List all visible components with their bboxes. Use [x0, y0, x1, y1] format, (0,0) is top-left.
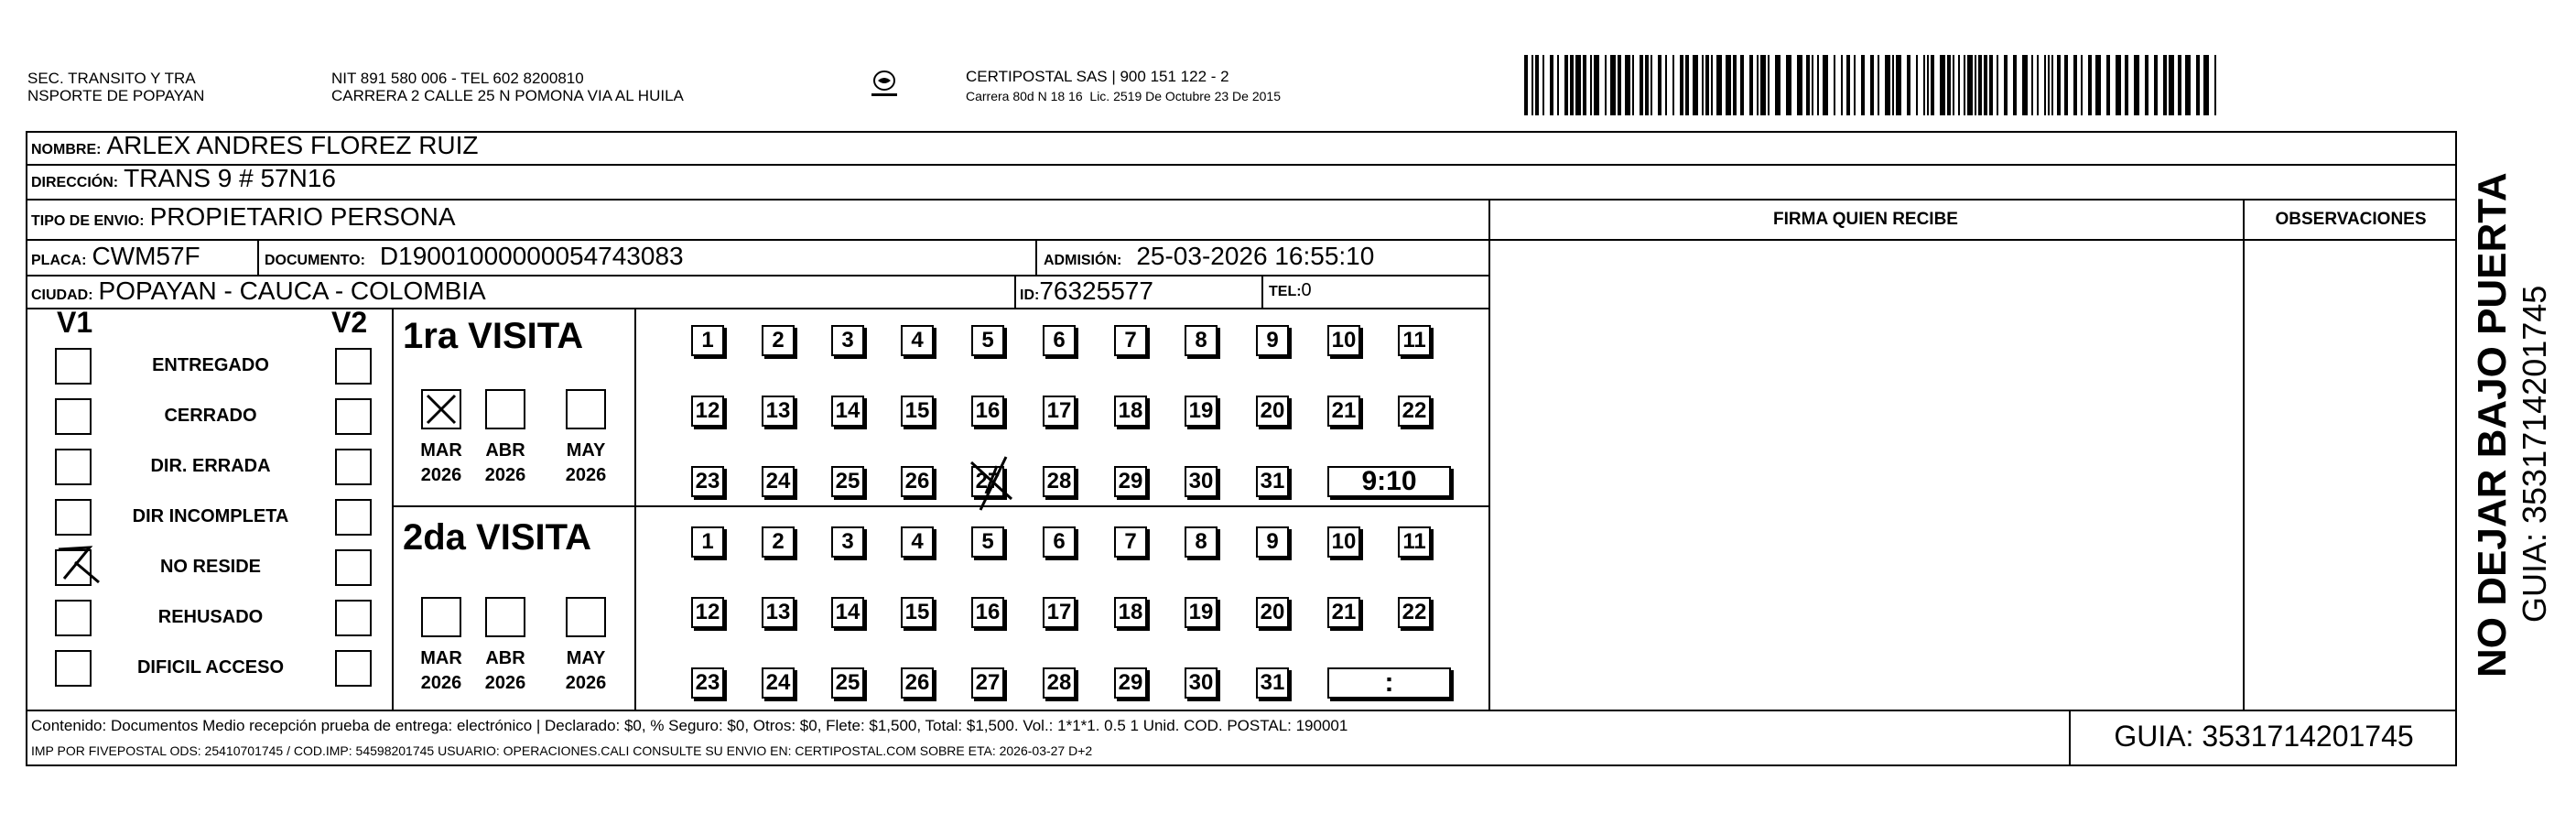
recipient-address: TRANS 9 # 57N16	[124, 164, 336, 192]
barcode-bar	[1916, 55, 1918, 115]
day-box[interactable]: 23	[691, 667, 724, 699]
day-box[interactable]: 4	[901, 526, 934, 558]
id-value: 76325577	[1039, 276, 1153, 305]
barcode-bar	[1557, 55, 1559, 115]
barcode-bar	[1757, 55, 1759, 115]
barcode-bar	[1711, 55, 1713, 115]
nit-line-1: NIT 891 580 006 - TEL 602 8200810	[331, 70, 584, 87]
barcode-bar	[1680, 55, 1683, 115]
barcode-bar	[1658, 55, 1661, 115]
time-box[interactable]: :	[1327, 667, 1451, 699]
day-box[interactable]: 8	[1185, 526, 1218, 558]
admission-label: ADMISIÓN:	[1044, 253, 1122, 268]
nit-line-2: CARRERA 2 CALLE 25 N POMONA VIA AL HUILA	[331, 87, 684, 104]
barcode-bar	[1575, 55, 1581, 115]
day-box[interactable]: 13	[762, 396, 795, 427]
barcode-bar	[1594, 55, 1599, 115]
footer-line-2: IMP POR FIVEPOSTAL ODS: 25410701745 / COD.IMP: 54598201745 USUARIO: OPERACIONES.CALI CONSULTE SU ENVIO EN: CERTIPOSTAL.COM SOBRE ETA: 2026-03-27 D+2	[31, 743, 1093, 758]
barcode-bar	[1590, 55, 1592, 115]
barcode-bar	[1878, 55, 1879, 115]
year-label: 2026	[420, 465, 462, 485]
barcode	[1524, 55, 2229, 120]
barcode-bar	[2214, 55, 2216, 115]
sender-line-1: SEC. TRANSITO Y TRA	[27, 70, 196, 87]
barcode-bar	[2178, 55, 2181, 115]
month-label: MAY	[566, 440, 606, 461]
day-box[interactable]: 26	[901, 667, 934, 699]
day-box[interactable]: 1	[691, 325, 724, 356]
barcode-bar	[2154, 55, 2158, 115]
day-box[interactable]: 14	[831, 597, 864, 628]
v2-checkbox[interactable]	[335, 650, 372, 687]
barcode-bar	[1760, 55, 1766, 115]
day-box[interactable]: 19	[1185, 396, 1218, 427]
day-box[interactable]: 9	[1256, 526, 1289, 558]
barcode-bar	[1854, 55, 1856, 115]
barcode-bar	[2169, 55, 2174, 115]
document-label: DOCUMENTO:	[265, 253, 365, 268]
barcode-bar	[1775, 55, 1780, 115]
barcode-bar	[2116, 55, 2121, 115]
plate-label: PLACA:	[31, 253, 87, 268]
barcode-bar	[1733, 55, 1737, 115]
barcode-bar	[1535, 55, 1539, 115]
month-label: MAR	[420, 648, 462, 668]
barcode-bar	[2013, 55, 2017, 115]
barcode-bar	[2048, 55, 2050, 115]
city-value: POPAYAN - CAUCA - COLOMBIA	[98, 276, 486, 305]
v2-checkbox[interactable]	[335, 449, 372, 485]
month-label: MAY	[566, 648, 606, 668]
month-label: MAR	[420, 440, 462, 461]
year-label: 2026	[565, 673, 607, 693]
day-box[interactable]: 24	[762, 466, 795, 497]
address-label: DIRECCIÓN:	[31, 175, 119, 190]
plate-value: CWM57F	[92, 242, 200, 270]
barcode-bar	[1907, 55, 1910, 115]
month-checkbox[interactable]	[566, 389, 606, 429]
day-box[interactable]: 31	[1256, 667, 1289, 699]
barcode-bar	[1823, 55, 1828, 115]
barcode-bar	[2022, 55, 2028, 115]
day-box[interactable]: 24	[762, 667, 795, 699]
barcode-bar	[1705, 55, 1709, 115]
day-box[interactable]: 15	[901, 597, 934, 628]
day-box[interactable]: 27	[971, 466, 1004, 497]
day-box[interactable]: 26	[901, 466, 934, 497]
barcode-bar	[1841, 55, 1843, 115]
barcode-bar	[1564, 55, 1568, 115]
barcode-bar	[1885, 55, 1890, 115]
day-box[interactable]: 16	[971, 396, 1004, 427]
year-label: 2026	[484, 465, 526, 485]
barcode-bar	[1975, 55, 1976, 115]
barcode-bar	[2081, 55, 2083, 115]
day-box[interactable]: 14	[831, 396, 864, 427]
barcode-bar	[1964, 55, 1965, 115]
barcode-bar	[2044, 55, 2046, 115]
barcode-bar	[1716, 55, 1722, 115]
barcode-bar	[2163, 55, 2167, 115]
footer-line-1: Contenido: Documentos Medio recepción prueba de entrega: electrónico | Declarado: $0, % Seguro: $0, Otros: $0, Flete: $1,500, Total: $1,500. Vol.: 1*1*1. 0.5 1 Unid. COD. POSTAL: 190001	[31, 717, 1348, 734]
barcode-bar	[1665, 55, 1667, 115]
day-box[interactable]: 30	[1185, 667, 1218, 699]
visit2-title: 2da VISITA	[403, 517, 591, 558]
barcode-bar	[2185, 55, 2191, 115]
v1-header: V1	[57, 306, 93, 339]
day-box[interactable]: 8	[1185, 325, 1218, 356]
tel-value: 0	[1301, 280, 1312, 300]
barcode-bar	[1570, 55, 1574, 115]
company-line-1: CERTIPOSTAL SAS | 900 151 122 - 2	[966, 68, 1229, 85]
document-value: D19001000000054743083	[379, 242, 684, 270]
month-checkbox[interactable]	[421, 389, 461, 429]
day-box[interactable]: 16	[971, 597, 1004, 628]
barcode-bar	[2203, 55, 2209, 115]
barcode-bar	[2073, 55, 2077, 115]
barcode-bar	[1797, 55, 1802, 115]
barcode-bar	[1978, 55, 1982, 115]
time-box[interactable]: 9:10	[1327, 466, 1451, 497]
company-line-2: Carrera 80d N 18 16 Lic. 2519 De Octubre 23 De 2015	[966, 89, 1281, 103]
shipment-type: PROPIETARIO PERSONA	[149, 202, 456, 231]
barcode-bar	[2125, 55, 2128, 115]
day-box[interactable]: 10	[1327, 526, 1360, 558]
day-box[interactable]: 20	[1256, 396, 1289, 427]
month-label: ABR	[485, 648, 525, 668]
v2-checkbox[interactable]	[335, 549, 372, 586]
checklist-option-label: DIR. ERRADA	[150, 456, 271, 476]
barcode-bar	[1605, 55, 1607, 115]
barcode-bar	[2037, 55, 2039, 115]
barcode-bar	[1834, 55, 1835, 115]
barcode-bar	[1651, 55, 1652, 115]
barcode-bar	[1672, 55, 1674, 115]
v1-checkbox[interactable]	[55, 348, 92, 385]
barcode-bar	[2004, 55, 2008, 115]
year-label: 2026	[484, 673, 526, 693]
barcode-bar	[2057, 55, 2061, 115]
checklist-option-label: REHUSADO	[157, 607, 264, 627]
day-box[interactable]: 28	[1043, 466, 1076, 497]
day-box[interactable]: 1	[691, 526, 724, 558]
barcode-bar	[1726, 55, 1731, 115]
barcode-bar	[1640, 55, 1643, 115]
day-box[interactable]: 18	[1114, 597, 1147, 628]
barcode-bar	[2051, 55, 2053, 115]
side-guia: GUIA: 3531714201745	[2516, 285, 2553, 623]
barcode-bar	[1768, 55, 1770, 115]
type-label: TIPO DE ENVIO:	[31, 213, 145, 229]
day-box[interactable]: 2	[762, 325, 795, 356]
month-checkbox[interactable]	[421, 597, 461, 637]
tel-label: TEL:	[1269, 284, 1302, 299]
checklist-option-label: DIFICIL ACCESO	[136, 657, 284, 678]
barcode-bar	[1702, 55, 1704, 115]
year-label: 2026	[565, 465, 607, 485]
barcode-bar	[1989, 55, 1993, 115]
day-box[interactable]: 29	[1114, 466, 1147, 497]
day-box[interactable]: 28	[1043, 667, 1076, 699]
v2-checkbox[interactable]	[335, 398, 372, 435]
day-box[interactable]: 15	[901, 396, 934, 427]
checklist-option-label: DIR INCOMPLETA	[132, 506, 289, 526]
v1-checkbox[interactable]	[55, 398, 92, 435]
sender-line-2: NSPORTE DE POPAYAN	[27, 87, 205, 104]
barcode-bar	[1870, 55, 1874, 115]
barcode-bar	[1812, 55, 1813, 115]
day-box[interactable]: 6	[1043, 325, 1076, 356]
month-label: ABR	[485, 440, 525, 461]
barcode-bar	[1610, 55, 1616, 115]
day-box[interactable]: 11	[1398, 325, 1431, 356]
checklist-option-label: CERRADO	[164, 406, 257, 426]
day-box[interactable]: 22	[1398, 396, 1431, 427]
v2-header: V2	[331, 306, 368, 339]
barcode-bar	[1958, 55, 1960, 115]
day-box[interactable]: 21	[1327, 597, 1360, 628]
v2-checkbox[interactable]	[335, 348, 372, 385]
day-box[interactable]: 7	[1114, 526, 1147, 558]
no-slide-under-door-warning: NO DEJAR BAJO PUERTA	[2470, 172, 2515, 678]
day-box[interactable]: 3	[831, 325, 864, 356]
barcode-bar	[1940, 55, 1945, 115]
day-box[interactable]: 17	[1043, 597, 1076, 628]
month-checkbox[interactable]	[566, 597, 606, 637]
day-box[interactable]: 19	[1185, 597, 1218, 628]
barcode-bar	[1947, 55, 1951, 115]
barcode-bar	[2106, 55, 2110, 115]
day-box[interactable]: 27	[971, 667, 1004, 699]
day-box[interactable]: 12	[691, 396, 724, 427]
barcode-bar	[1953, 55, 1954, 115]
day-box[interactable]: 25	[831, 667, 864, 699]
day-box[interactable]: 22	[1398, 597, 1431, 628]
barcode-bar	[1892, 55, 1894, 115]
barcode-bar	[1806, 55, 1810, 115]
day-box[interactable]: 25	[831, 466, 864, 497]
v2-checkbox[interactable]	[335, 499, 372, 536]
day-box[interactable]: 20	[1256, 597, 1289, 628]
barcode-bar	[1931, 55, 1934, 115]
day-box[interactable]: 18	[1114, 396, 1147, 427]
barcode-bar	[1749, 55, 1753, 115]
admission-value: 25-03-2026 16:55:10	[1136, 242, 1375, 270]
day-box[interactable]: 4	[901, 325, 934, 356]
v1-checkbox[interactable]	[55, 549, 92, 586]
day-box[interactable]: 10	[1327, 325, 1360, 356]
barcode-bar	[1846, 55, 1850, 115]
barcode-bar	[1542, 55, 1544, 115]
recipient-name: ARLEX ANDRES FLOREZ RUIZ	[106, 131, 479, 159]
barcode-bar	[1896, 55, 1901, 115]
barcode-bar	[2196, 55, 2200, 115]
barcode-bar	[1532, 55, 1533, 115]
barcode-bar	[1740, 55, 1744, 115]
month-checkbox[interactable]	[485, 389, 525, 429]
barcode-bar	[1685, 55, 1689, 115]
day-box[interactable]: 3	[831, 526, 864, 558]
day-box[interactable]: 23	[691, 466, 724, 497]
barcode-bar	[1923, 55, 1925, 115]
v1-checkbox[interactable]	[55, 600, 92, 636]
checklist-option-label: NO RESIDE	[159, 557, 262, 577]
checklist-option-label: ENTREGADO	[152, 355, 269, 375]
barcode-bar	[1984, 55, 1987, 115]
observations-header: OBSERVACIONES	[2275, 210, 2427, 229]
day-box[interactable]: 7	[1114, 325, 1147, 356]
barcode-bar	[2064, 55, 2068, 115]
barcode-bar	[1997, 55, 1998, 115]
id-label: ID:	[1020, 287, 1040, 303]
barcode-bar	[1927, 55, 1929, 115]
name-label: NOMBRE:	[31, 142, 102, 157]
barcode-bar	[1817, 55, 1819, 115]
barcode-bar	[1786, 55, 1791, 115]
barcode-bar	[1632, 55, 1634, 115]
certipostal-logo-icon	[868, 68, 901, 101]
day-box[interactable]: 5	[971, 325, 1004, 356]
day-box[interactable]: 5	[971, 526, 1004, 558]
year-label: 2026	[420, 673, 462, 693]
barcode-bar	[2134, 55, 2139, 115]
barcode-bar	[2088, 55, 2092, 115]
day-box[interactable]: 6	[1043, 526, 1076, 558]
v2-checkbox[interactable]	[335, 600, 372, 636]
barcode-bar	[1625, 55, 1630, 115]
signature-header: FIRMA QUIEN RECIBE	[1773, 210, 1958, 229]
barcode-bar	[1583, 55, 1586, 115]
day-box[interactable]: 9	[1256, 325, 1289, 356]
barcode-bar	[1618, 55, 1621, 115]
city-label: CIUDAD:	[31, 287, 93, 303]
day-box[interactable]: 2	[762, 526, 795, 558]
barcode-bar	[2031, 55, 2033, 115]
v1-checkbox[interactable]	[55, 449, 92, 485]
barcode-bar	[2095, 55, 2101, 115]
guia-box: GUIA: 3531714201745	[2114, 720, 2414, 753]
barcode-bar	[1967, 55, 1973, 115]
barcode-bar	[1524, 55, 1528, 115]
barcode-bar	[1693, 55, 1698, 115]
day-box[interactable]: 29	[1114, 667, 1147, 699]
month-checkbox[interactable]	[485, 597, 525, 637]
barcode-bar	[2145, 55, 2148, 115]
visit1-title: 1ra VISITA	[403, 316, 584, 356]
v1-checkbox[interactable]	[55, 499, 92, 536]
barcode-bar	[1645, 55, 1649, 115]
day-box[interactable]: 21	[1327, 396, 1360, 427]
day-box[interactable]: 12	[691, 597, 724, 628]
barcode-bar	[1550, 55, 1553, 115]
barcode-bar	[1861, 55, 1865, 115]
day-box[interactable]: 17	[1043, 396, 1076, 427]
day-box[interactable]: 11	[1398, 526, 1431, 558]
v1-checkbox[interactable]	[55, 650, 92, 687]
day-box[interactable]: 30	[1185, 466, 1218, 497]
day-box[interactable]: 13	[762, 597, 795, 628]
day-box[interactable]: 31	[1256, 466, 1289, 497]
